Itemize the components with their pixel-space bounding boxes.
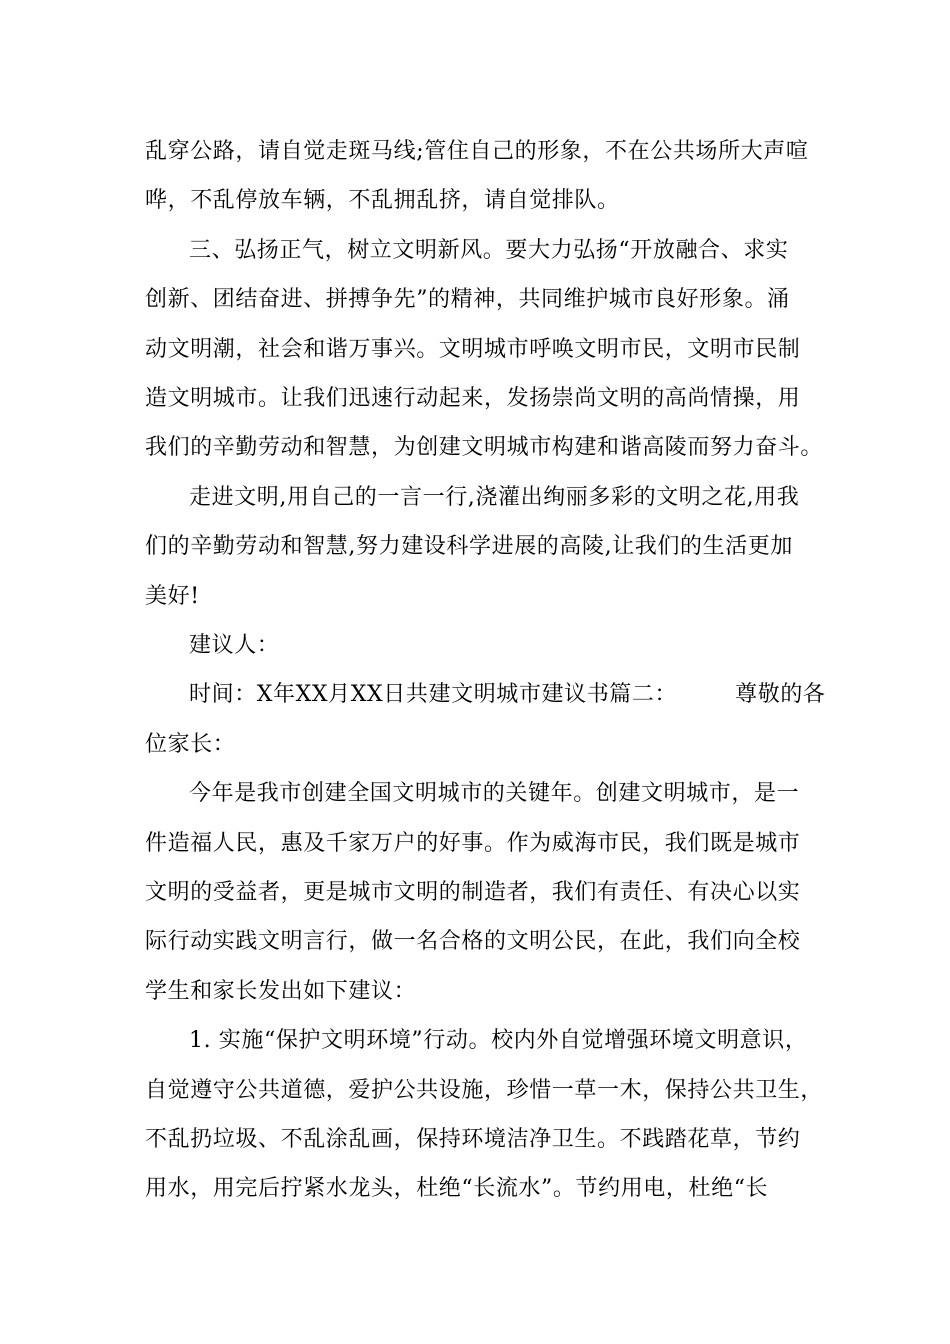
date-text: 时间：X年XX月XX日共建文明城市建议书篇二：: [189, 682, 678, 707]
paragraph-line: 走进文明,用自己的一言一行,浇灌出绚丽多彩的文明之花,用我: [189, 485, 800, 510]
paragraph-line: 用水，用完后拧紧水龙头，杜绝“长流水”。节约用电，杜绝“长: [145, 1176, 769, 1201]
paragraph-line: 际行动实践文明言行，做一名合格的文明公民，在此，我们向全校: [145, 929, 801, 954]
paragraph-line: 动文明潮，社会和谐万事兴。文明城市呼唤文明市民，文明市民制: [145, 337, 801, 362]
paragraph-line: 乱穿公路，请自觉走斑马线;管住自己的形象，不在公共场所大声喧: [145, 139, 809, 164]
paragraph-line: 三、弘扬正气，树立文明新风。要大力弘扬“开放融合、求实: [189, 238, 789, 263]
paragraph-line: 不乱扔垃圾、不乱涂乱画，保持环境洁净卫生。不践踏花草，节约: [145, 1127, 801, 1152]
paragraph-line: 自觉遵守公共道德，爱护公共设施，珍惜一草一木，保持公共卫生，: [145, 1078, 824, 1103]
paragraph-line: 们的辛勤劳动和智慧,努力建设科学进展的高陵,让我们的生活更加: [145, 534, 793, 559]
paragraph-line: 学生和家长发出如下建议：: [145, 979, 417, 1004]
paragraph-line: 位家长：: [145, 732, 236, 757]
salutation-text: 尊敬的各: [735, 682, 826, 707]
date-line: [189, 680, 869, 710]
paragraph-line: 造文明城市。让我们迅速行动起来，发扬崇尚文明的高尚情操，用: [145, 386, 801, 411]
paragraph-line: 文明的受益者，更是城市文明的制造者，我们有责任、有决心以实: [145, 880, 801, 905]
paragraph-line: 1. 实施“保护文明环境”行动。校内外自觉增强环境文明意识，: [189, 1028, 808, 1053]
paragraph-line: 今年是我市创建全国文明城市的关键年。创建文明城市，是一: [189, 781, 800, 806]
paragraph-line: 我们的辛勤劳动和智慧，为创建文明城市构建和谐高陵而努力奋斗。: [145, 435, 824, 460]
paragraph-line: 美好!: [145, 584, 200, 609]
paragraph-line: 哗，不乱停放车辆，不乱拥乱挤，请自觉排队。: [145, 188, 620, 213]
paragraph-line: 件造福人民，惠及千家万户的好事。作为威海市民，我们既是城市: [145, 831, 801, 856]
paragraph-line: 创新、团结奋进、拼搏争先”的精神，共同维护城市良好形象。涌: [145, 287, 790, 312]
proposer-line: 建议人：: [189, 633, 280, 658]
